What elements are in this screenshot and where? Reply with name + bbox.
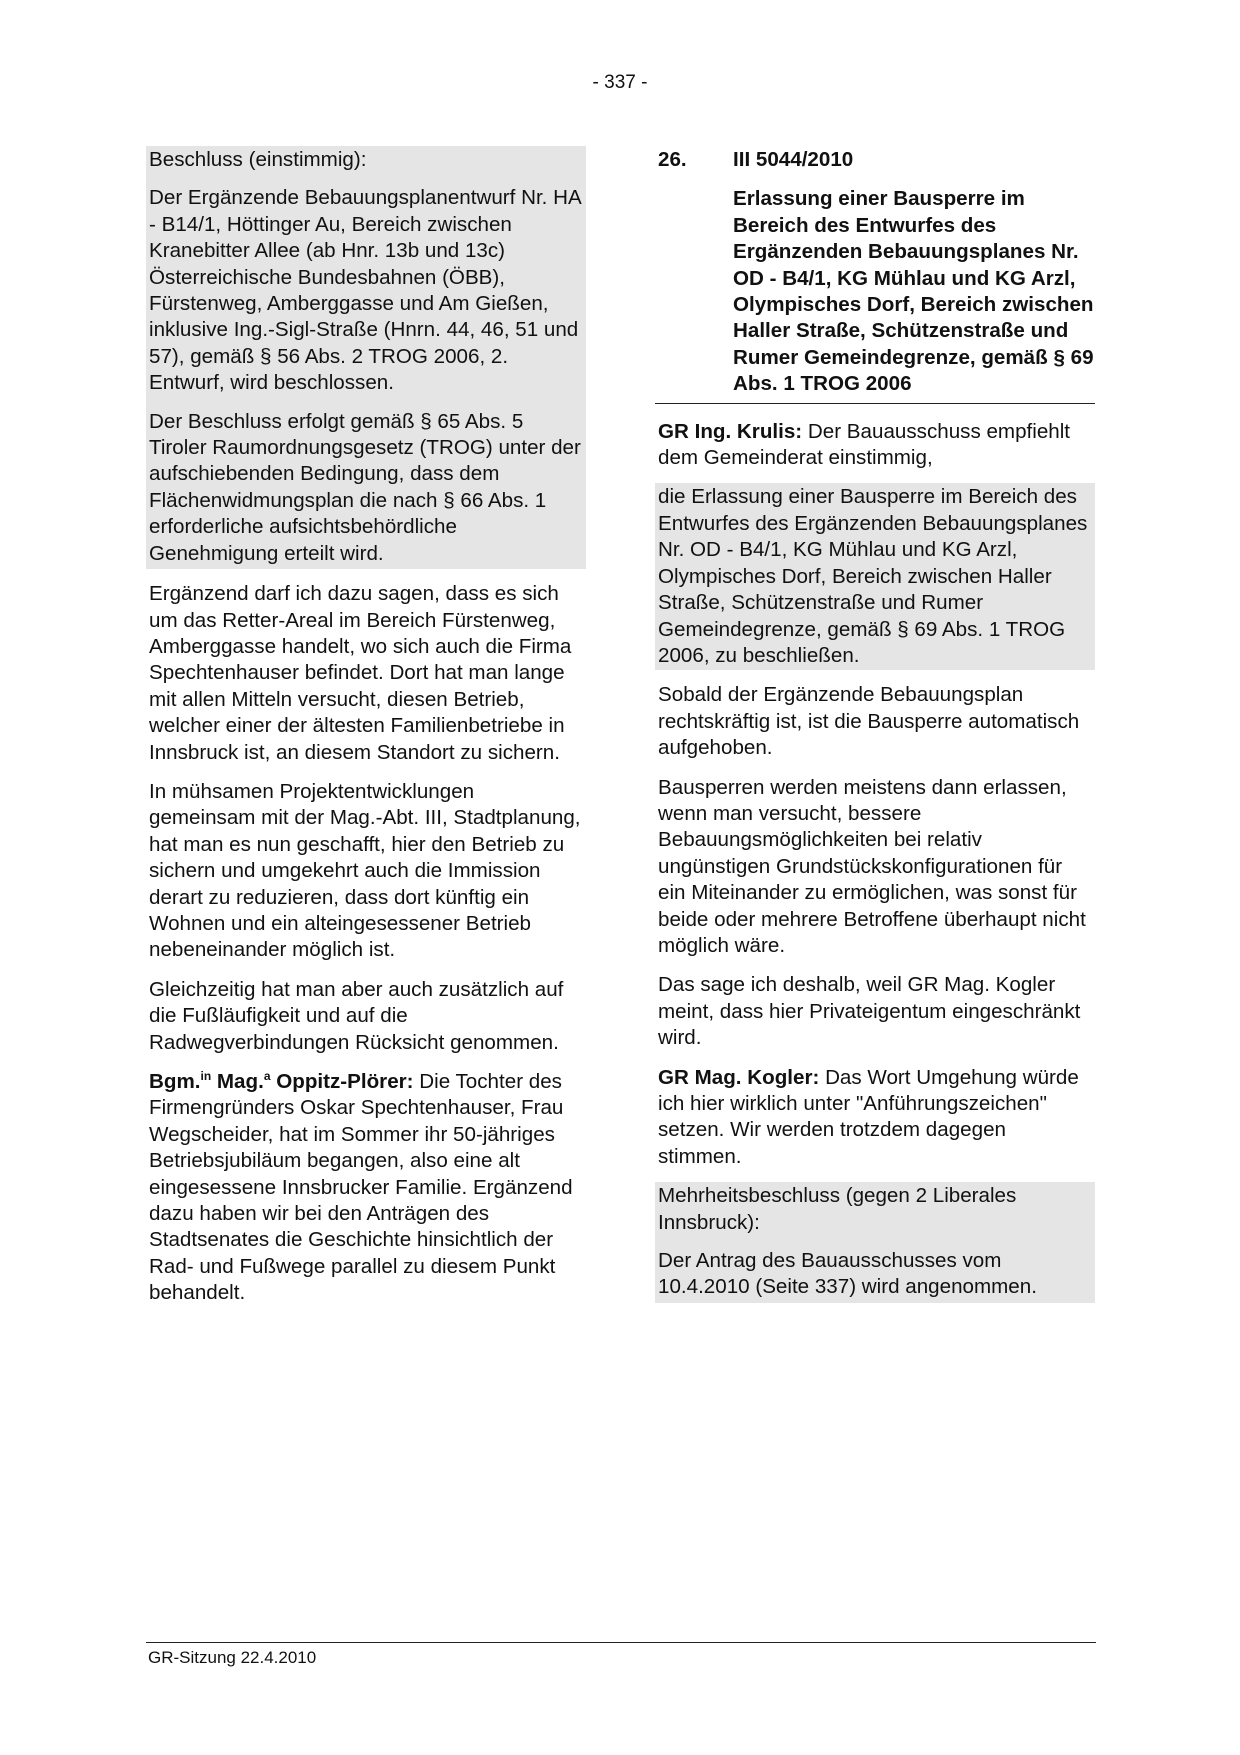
speaker-text: Das Wort Umgehung würde ich hier wirklich unter "Anführungszeichen" setzen. Wir werden trotzdem dagegen stimmen. xyxy=(658,1065,1079,1168)
speaker-name: Bgm.$^{in}$ Mag.$^a$ Oppitz-Plörer: xyxy=(149,1069,414,1093)
agenda-item-title: Erlassung einer Bausperre im Bereich des Entwurfes des Ergänzenden Bebauungsplanes Nr. OD - B4/1, KG Mühlau und KG Arzl, Olympisches Dorf, Bereich zwischen Haller Straße, Schützenstraße und Rumer Gemeindegrenze, gemäß § 69 Abs. 1 TROG 2006 xyxy=(733,187,1094,396)
speaker-statement-bgm xyxy=(146,1068,586,1308)
speaker-name: GR Ing. Krulis: xyxy=(658,419,803,443)
agenda-item-header xyxy=(655,146,1095,174)
agenda-item-reference: III 5044/2010 xyxy=(733,148,854,171)
paragraph: Sobald der Ergänzende Bebauungsplan rechtskräftig ist, ist die Bausperre automatisch aufgehoben. xyxy=(658,683,1080,760)
paragraph: Bausperren werden meistens dann erlassen, wenn man versucht, bessere Bebauungsmöglichkeiten bei relativ ungünstigen Grundstückskonfigurationen für ein Miteinander zu ermöglichen, was sonst für beide oder mehrere Betroffene überhaupt nicht möglich wäre. xyxy=(658,775,1086,957)
speaker-text: Die Tochter des Firmengründers Oskar Spechtenhauser, Frau Wegscheider, hat im Sommer ihr 50-jähriges Betriebsjubiläum begangen, also eine alt eingesessene Innsbrucker Familie. Ergänzend dazu haben wir bei den Anträgen des Stadtsenates die Geschichte hinsichtlich der Rad- und Fußwege parallel zu diesem Punkt behandelt. xyxy=(149,1070,573,1305)
footer-divider xyxy=(146,1642,1096,1643)
speaker-text: Der Bauausschuss empfiehlt dem Gemeinderat einstimmig, xyxy=(658,419,1071,470)
vote-text: Der Antrag des Bauausschusses vom 10.4.2010 (Seite 337) wird angenommen. xyxy=(658,1249,1037,1299)
speaker-name: GR Mag. Kogler: xyxy=(658,1065,820,1089)
paragraph: Gleichzeitig hat man aber auch zusätzlich auf die Fußläufigkeit und auf die Radwegverbindungen Rücksicht genommen. xyxy=(149,977,564,1054)
divider xyxy=(655,403,1095,404)
condition-text: Der Beschluss erfolgt gemäß § 65 Abs. 5 Tiroler Raumordnungsgesetz (TROG) unter der aufschiebenden Bedingung, dass dem Flächenwidmungsplan die nach § 66 Abs. 1 erforderliche aufsichtsbehördliche Genehmigung erteilt wird. xyxy=(149,409,581,565)
paragraph: In mühsamen Projektentwicklungen gemeinsam mit der Mag.-Abt. III, Stadtplanung, hat man es nun geschafft, hier den Betrieb zu sichern und umgekehrt auch die Immission derart zu reduzieren, dass dort künftig ein Wohnen und ein alteingesessener Betrieb nebeneinander möglich ist. xyxy=(149,779,581,962)
resolution-text: Der Ergänzende Bebauungsplanentwurf Nr. HA - B14/1, Höttinger Au, Bereich zwischen Kranebitter Allee (ab Hnr. 13b und 13c) Österreichische Bundesbahnen (ÖBB), Fürstenweg, Amberggasse und Am Gießen, inklusive Ing.-Sigl-Straße (Hnrn. 44, 46, 51 und 57), gemäß § 56 Abs. 2 TROG 2006, 2. Entwurf, wird beschlossen. xyxy=(149,186,581,395)
motion-text: die Erlassung einer Bausperre im Bereich des Entwurfes des Ergänzenden Bebauungsplanes Nr. OD - B4/1, KG Mühlau und KG Arzl, Olympisches Dorf, Bereich zwischen Haller Straße, Schützenstraße und Rumer Gemeindegrenze, gemäß § 69 Abs. 1 TROG 2006, zu beschließen. xyxy=(655,483,1095,670)
speaker-statement-kogler xyxy=(655,1064,1095,1172)
agenda-item-number: 26. xyxy=(658,148,687,171)
resolution-label: Beschluss (einstimmig): xyxy=(149,148,367,171)
paragraph: Ergänzend darf ich dazu sagen, dass es sich um das Retter-Areal im Bereich Fürstenweg, Amberggasse handelt, wo sich auch die Firma Spechtenhauser befindet. Dort hat man lange mit allen Mitteln versucht, diesen Betrieb, welcher einer der ältesten Familienbetriebe in Innsbruck ist, an diesem Standort zu sichern. xyxy=(149,582,572,764)
page-number: - 337 - xyxy=(592,72,648,93)
left-column xyxy=(146,146,586,1319)
vote-block xyxy=(655,1182,1095,1303)
footer-text: GR-Sitzung 22.4.2010 xyxy=(148,1648,317,1667)
right-column xyxy=(655,146,1095,1303)
vote-label: Mehrheitsbeschluss (gegen 2 Liberales Innsbruck): xyxy=(658,1184,1017,1234)
speaker-statement-krulis xyxy=(655,418,1095,473)
resolution-block xyxy=(146,146,586,569)
paragraph: Das sage ich deshalb, weil GR Mag. Kogler meint, dass hier Privateigentum eingeschränkt wird. xyxy=(658,973,1081,1050)
